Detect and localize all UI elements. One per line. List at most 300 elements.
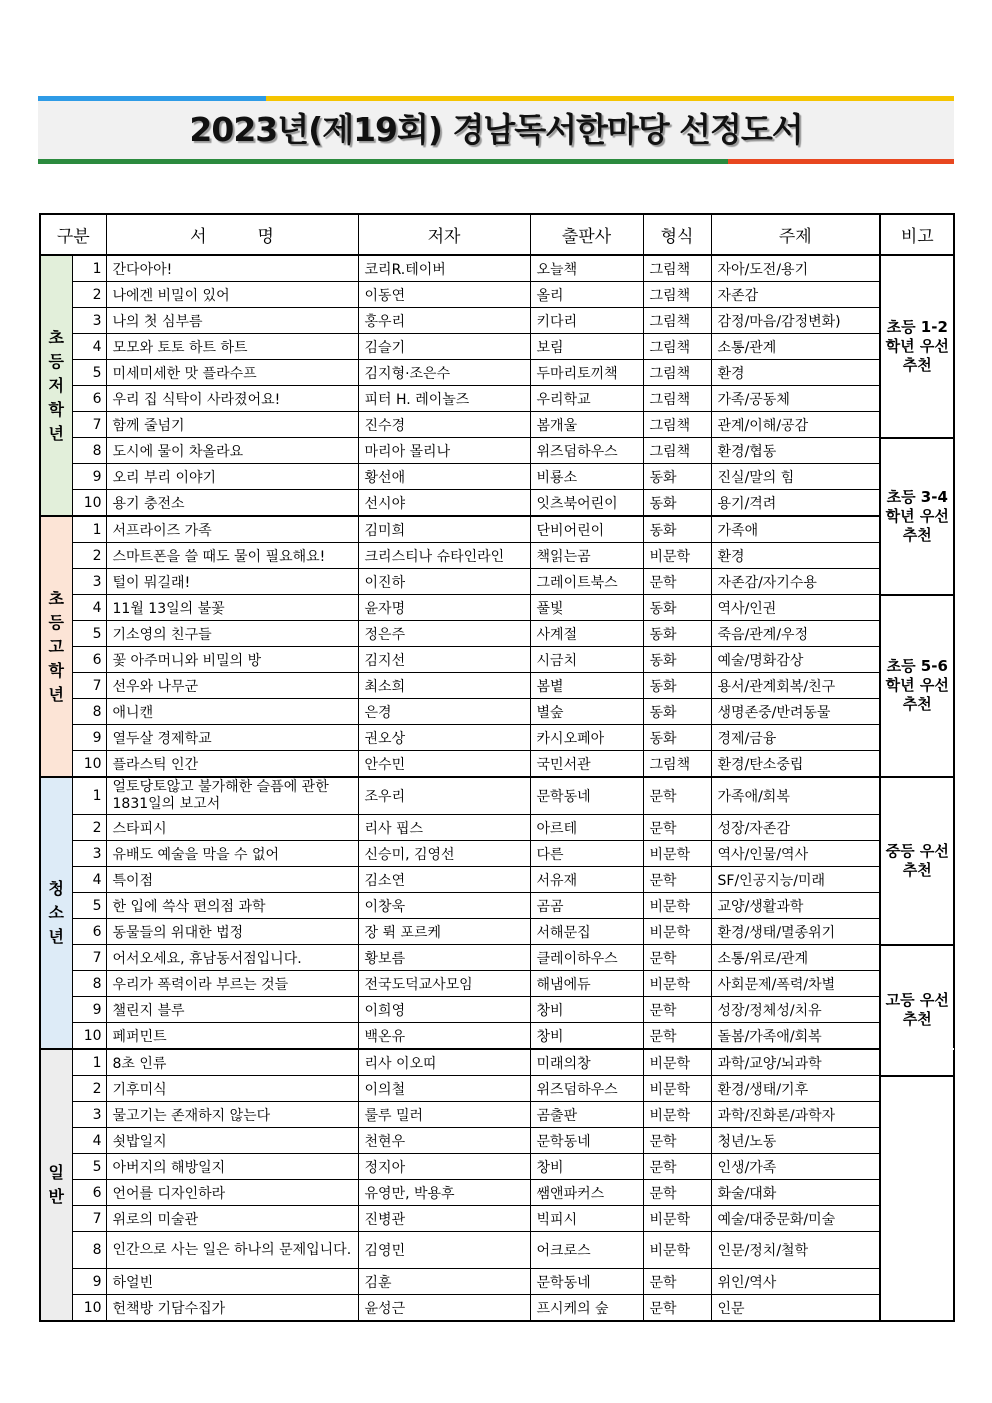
row-number: 10 [72,1023,106,1050]
book-publisher: 위즈덤하우스 [530,1076,643,1102]
book-title: 도시에 물이 차올라요 [106,438,358,464]
header-author: 저자 [358,214,530,255]
table-row [40,841,954,867]
book-publisher: 오늘책 [530,255,643,282]
book-publisher: 그레이트북스 [530,569,643,595]
book-title: 인간으로 사는 일은 하나의 문제입니다. [106,1232,358,1269]
book-publisher: 서해문집 [530,919,643,945]
book-title: 털이 뭐길래! [106,569,358,595]
book-author: 김소연 [358,867,530,893]
book-format: 동화 [643,516,711,543]
book-author: 이희영 [358,997,530,1023]
book-author: 리사 이오띠 [358,1049,530,1076]
book-author: 김지형·조은수 [358,360,530,386]
book-title: 기소영의 친구들 [106,621,358,647]
row-number: 10 [72,751,106,778]
recommendation-note: 고등 우선 추천 [880,945,954,1076]
book-author: 윤자명 [358,595,530,621]
table-row [40,438,954,464]
book-title: 11월 13일의 불꽃 [106,595,358,621]
bottom-bar-green [38,159,728,164]
header-category: 구분 [40,214,106,255]
book-theme: 예술/명화감상 [711,647,880,673]
book-format: 동화 [643,490,711,517]
book-theme: 위인/역사 [711,1269,880,1295]
book-publisher: 올리 [530,282,643,308]
book-title: 용기 충전소 [106,490,358,517]
row-number: 9 [72,464,106,490]
book-author: 김영민 [358,1232,530,1269]
book-theme: 생명존중/반려동물 [711,699,880,725]
table-row [40,1023,954,1050]
row-number: 6 [72,386,106,412]
book-publisher: 클레이하우스 [530,945,643,971]
book-theme: 자존감 [711,282,880,308]
recommendation-note: 중등 우선 추천 [880,777,954,945]
book-theme: 역사/인물/역사 [711,841,880,867]
book-publisher: 미래의창 [530,1049,643,1076]
book-author: 진수경 [358,412,530,438]
row-number: 6 [72,919,106,945]
book-title: 헌책방 기담수집가 [106,1295,358,1322]
book-format: 동화 [643,464,711,490]
book-format: 문학 [643,945,711,971]
book-publisher: 보림 [530,334,643,360]
book-theme: 용기/격려 [711,490,880,517]
book-publisher: 잇츠북어린이 [530,490,643,517]
table-row [40,673,954,699]
table-row [40,1076,954,1102]
book-title: 어서오세요, 휴남동서점입니다. [106,945,358,971]
book-format: 문학 [643,1180,711,1206]
book-theme: 가족애/회복 [711,777,880,815]
book-publisher: 창비 [530,1154,643,1180]
book-title: 챌린지 블루 [106,997,358,1023]
row-number: 5 [72,360,106,386]
book-title: 위로의 미술관 [106,1206,358,1232]
book-title: 유배도 예술을 막을 수 없어 [106,841,358,867]
book-publisher: 곰출판 [530,1102,643,1128]
table-row [40,386,954,412]
book-theme: 환경/생태/멸종위기 [711,919,880,945]
category-cell [40,516,72,777]
book-title: 선우와 나무군 [106,673,358,699]
table-row [40,569,954,595]
table-row [40,412,954,438]
bottom-bar-red [728,159,954,164]
table-row [40,308,954,334]
book-author: 김미희 [358,516,530,543]
book-theme: 감정/마음/감정변화) [711,308,880,334]
book-title: 페퍼민트 [106,1023,358,1050]
book-theme: 과학/진화론/과학자 [711,1102,880,1128]
row-number: 2 [72,543,106,569]
row-number: 10 [72,490,106,517]
book-format: 비문학 [643,1076,711,1102]
book-title: 한 입에 쓱삭 편의점 과학 [106,893,358,919]
book-format: 그림책 [643,386,711,412]
book-author: 크리스티나 슈타인라인 [358,543,530,569]
book-format: 동화 [643,621,711,647]
table-row [40,699,954,725]
page-title: 2023년(제19회) 경남독서한마당 선정도서 [189,110,803,149]
bottom-color-bar [38,159,954,164]
row-number: 7 [72,945,106,971]
table-row [40,1180,954,1206]
book-author: 코리R.테이버 [358,255,530,282]
table-row [40,919,954,945]
row-number: 3 [72,841,106,867]
table-row [40,595,954,621]
book-title: 물고기는 존재하지 않는다 [106,1102,358,1128]
book-theme: 죽음/관계/우정 [711,621,880,647]
book-theme: 환경/탄소중립 [711,751,880,778]
book-title: 우리 집 식탁이 사라졌어요! [106,386,358,412]
row-number: 2 [72,282,106,308]
book-format: 문학 [643,1269,711,1295]
row-number: 2 [72,1076,106,1102]
book-format: 그림책 [643,334,711,360]
book-author: 전국도덕교사모임 [358,971,530,997]
table-row [40,647,954,673]
book-list-body [40,255,954,1321]
book-theme: 과학/교양/뇌과학 [711,1049,880,1076]
table-row [40,1269,954,1295]
table-row [40,997,954,1023]
table-row [40,945,954,971]
book-publisher: 문학동네 [530,1128,643,1154]
book-author: 이진하 [358,569,530,595]
book-format: 비문학 [643,841,711,867]
book-format: 비문학 [643,1232,711,1269]
book-theme: 환경 [711,360,880,386]
book-author: 최소희 [358,673,530,699]
row-number: 2 [72,815,106,841]
table-row [40,1128,954,1154]
book-author: 권오상 [358,725,530,751]
book-publisher: 사계절 [530,621,643,647]
book-title: 얼토당토않고 불가해한 슬픔에 관한1831일의 보고서 [106,777,358,815]
book-title: 나에겐 비밀이 있어 [106,282,358,308]
row-number: 1 [72,255,106,282]
table-row [40,282,954,308]
book-title: 특이점 [106,867,358,893]
book-author: 정은주 [358,621,530,647]
book-publisher: 책읽는곰 [530,543,643,569]
book-publisher: 문학동네 [530,1269,643,1295]
book-theme: 인문 [711,1295,880,1322]
book-theme: 환경/생태/기후 [711,1076,880,1102]
category-label: 초등저학년 [48,327,64,443]
table-row [40,543,954,569]
row-number: 5 [72,893,106,919]
book-title: 기후미식 [106,1076,358,1102]
table-row [40,1206,954,1232]
book-format: 그림책 [643,412,711,438]
book-publisher: 풀빛 [530,595,643,621]
book-publisher: 아르테 [530,815,643,841]
book-format: 문학 [643,1128,711,1154]
book-theme: 돌봄/가족애/회복 [711,1023,880,1050]
book-format: 문학 [643,569,711,595]
book-format: 그림책 [643,308,711,334]
book-format: 동화 [643,595,711,621]
book-publisher: 다른 [530,841,643,867]
book-publisher: 비룡소 [530,464,643,490]
header-row [40,214,954,255]
table-row [40,867,954,893]
book-format: 비문학 [643,893,711,919]
category-label: 일반 [48,1163,64,1206]
book-theme: 가족/공동체 [711,386,880,412]
book-title: 아버지의 해방일지 [106,1154,358,1180]
book-format: 그림책 [643,255,711,282]
table-row [40,971,954,997]
table-row [40,725,954,751]
category-label: 초등고학년 [48,588,64,704]
row-number: 7 [72,1206,106,1232]
book-author: 룰루 밀러 [358,1102,530,1128]
book-publisher: 쌤앤파커스 [530,1180,643,1206]
book-theme: 진실/말의 힘 [711,464,880,490]
row-number: 5 [72,621,106,647]
book-author: 리사 핍스 [358,815,530,841]
table-row [40,815,954,841]
book-publisher: 창비 [530,1023,643,1050]
row-number: 4 [72,1128,106,1154]
book-author: 은경 [358,699,530,725]
book-format: 비문학 [643,1049,711,1076]
book-format: 그림책 [643,360,711,386]
book-publisher: 서유재 [530,867,643,893]
book-title: 오리 부리 이야기 [106,464,358,490]
row-number: 9 [72,725,106,751]
book-publisher: 우리학교 [530,386,643,412]
row-number: 6 [72,647,106,673]
book-publisher: 해냄에듀 [530,971,643,997]
title-banner [38,96,954,166]
row-number: 4 [72,334,106,360]
book-author: 김슬기 [358,334,530,360]
table-row [40,516,954,543]
book-title: 간다아아! [106,255,358,282]
book-format: 비문학 [643,1102,711,1128]
book-format: 비문학 [643,543,711,569]
book-publisher: 봄볕 [530,673,643,699]
row-number: 5 [72,1154,106,1180]
row-number: 7 [72,673,106,699]
recommendation-note: 초등 1-2학년 우선 추천 [880,255,954,438]
row-number: 8 [72,971,106,997]
category-label: 청소년 [48,879,64,946]
book-theme: 환경/협동 [711,438,880,464]
book-author: 조우리 [358,777,530,815]
table-row [40,893,954,919]
book-title: 미세미세한 맛 플라수프 [106,360,358,386]
book-format: 그림책 [643,282,711,308]
row-number: 9 [72,1269,106,1295]
book-theme: 관계/이해/공감 [711,412,880,438]
book-title: 애니캔 [106,699,358,725]
book-title: 동물들의 위대한 법정 [106,919,358,945]
table-row [40,490,954,517]
book-theme: 화술/대화 [711,1180,880,1206]
header-format: 형식 [643,214,711,255]
book-theme: 역사/인권 [711,595,880,621]
book-publisher: 카시오페아 [530,725,643,751]
book-author: 이의철 [358,1076,530,1102]
book-theme: 용서/관계회복/친구 [711,673,880,699]
book-author: 황보름 [358,945,530,971]
book-theme: 소통/관계 [711,334,880,360]
book-author: 선시야 [358,490,530,517]
book-format: 그림책 [643,751,711,778]
book-author: 백온유 [358,1023,530,1050]
row-number: 3 [72,308,106,334]
book-list-table [39,213,955,1322]
book-author: 피터 H. 레이놀즈 [358,386,530,412]
row-number: 7 [72,412,106,438]
book-author: 진병관 [358,1206,530,1232]
book-author: 마리아 몰리나 [358,438,530,464]
book-format: 문학 [643,997,711,1023]
book-theme: 성장/자존감 [711,815,880,841]
book-author: 황선애 [358,464,530,490]
row-number: 6 [72,1180,106,1206]
book-theme: 예술/대중문화/미술 [711,1206,880,1232]
row-number: 1 [72,777,106,815]
book-format: 동화 [643,725,711,751]
book-publisher: 국민서관 [530,751,643,778]
book-title: 우리가 폭력이라 부르는 것들 [106,971,358,997]
table-row [40,777,954,815]
book-publisher: 별숲 [530,699,643,725]
table-row [40,1232,954,1269]
book-publisher: 키다리 [530,308,643,334]
book-author: 윤성근 [358,1295,530,1322]
book-theme: 사회문제/폭력/차별 [711,971,880,997]
book-title: 플라스틱 인간 [106,751,358,778]
book-title: 쇳밥일지 [106,1128,358,1154]
book-publisher: 문학동네 [530,777,643,815]
book-format: 동화 [643,673,711,699]
recommendation-note: 초등 5-6학년 우선 추천 [880,595,954,778]
book-publisher: 빅피시 [530,1206,643,1232]
book-publisher: 봄개울 [530,412,643,438]
book-author: 천현우 [358,1128,530,1154]
table-row [40,1102,954,1128]
row-number: 8 [72,1232,106,1269]
book-publisher: 프시케의 숲 [530,1295,643,1322]
book-author: 김지선 [358,647,530,673]
book-title: 꽃 아주머니와 비밀의 방 [106,647,358,673]
row-number: 4 [72,595,106,621]
category-cell [40,255,72,516]
row-number: 9 [72,997,106,1023]
row-number: 1 [72,516,106,543]
row-number: 1 [72,1049,106,1076]
row-number: 3 [72,1102,106,1128]
book-author: 정지아 [358,1154,530,1180]
book-format: 비문학 [643,971,711,997]
book-theme: 환경 [711,543,880,569]
table-row [40,1154,954,1180]
book-format: 비문학 [643,1206,711,1232]
row-number: 8 [72,699,106,725]
book-theme: 가족애 [711,516,880,543]
book-theme: 자아/도전/용기 [711,255,880,282]
book-publisher: 위즈덤하우스 [530,438,643,464]
table-row [40,751,954,778]
book-author: 김훈 [358,1269,530,1295]
book-author: 이동연 [358,282,530,308]
book-title: 모모와 토토 하트 하트 [106,334,358,360]
book-publisher: 시금치 [530,647,643,673]
recommendation-note: 초등 3-4학년 우선 추천 [880,438,954,595]
table-row [40,1049,954,1076]
book-theme: 인생/가족 [711,1154,880,1180]
book-format: 그림책 [643,438,711,464]
header-theme: 주제 [711,214,880,255]
book-format: 문학 [643,867,711,893]
book-title: 나의 첫 심부름 [106,308,358,334]
book-title: 스타피시 [106,815,358,841]
book-format: 문학 [643,815,711,841]
book-format: 비문학 [643,919,711,945]
book-title: 스마트폰을 쓸 때도 물이 필요해요! [106,543,358,569]
book-format: 동화 [643,647,711,673]
book-author: 홍우리 [358,308,530,334]
row-number: 10 [72,1295,106,1322]
book-theme: 청년/노동 [711,1128,880,1154]
book-format: 문학 [643,1154,711,1180]
book-theme: 성장/정체성/치유 [711,997,880,1023]
table-row [40,464,954,490]
book-title: 언어를 디자인하라 [106,1180,358,1206]
book-theme: 인문/정치/철학 [711,1232,880,1269]
header-note: 비고 [880,214,954,255]
book-title: 함께 줄넘기 [106,412,358,438]
book-title: 서프라이즈 가족 [106,516,358,543]
book-publisher: 창비 [530,997,643,1023]
book-author: 안수민 [358,751,530,778]
book-publisher: 두마리토끼책 [530,360,643,386]
book-author: 유영만, 박용후 [358,1180,530,1206]
table-row [40,360,954,386]
book-format: 문학 [643,1295,711,1322]
row-number: 8 [72,438,106,464]
table-row [40,621,954,647]
book-publisher: 곰곰 [530,893,643,919]
book-title: 열두살 경제학교 [106,725,358,751]
book-format: 문학 [643,777,711,815]
book-publisher: 어크로스 [530,1232,643,1269]
table-row [40,1295,954,1322]
book-theme: 자존감/자기수용 [711,569,880,595]
row-number: 4 [72,867,106,893]
book-theme: SF/인공지능/미래 [711,867,880,893]
book-theme: 교양/생활과학 [711,893,880,919]
row-number: 3 [72,569,106,595]
header-title: 서 명 [106,214,358,255]
book-author: 장 뤽 포르케 [358,919,530,945]
table-row [40,334,954,360]
header-publisher: 출판사 [530,214,643,255]
category-cell [40,1049,72,1321]
book-title: 하얼빈 [106,1269,358,1295]
book-title: 8초 인류 [106,1049,358,1076]
book-theme: 경제/금융 [711,725,880,751]
